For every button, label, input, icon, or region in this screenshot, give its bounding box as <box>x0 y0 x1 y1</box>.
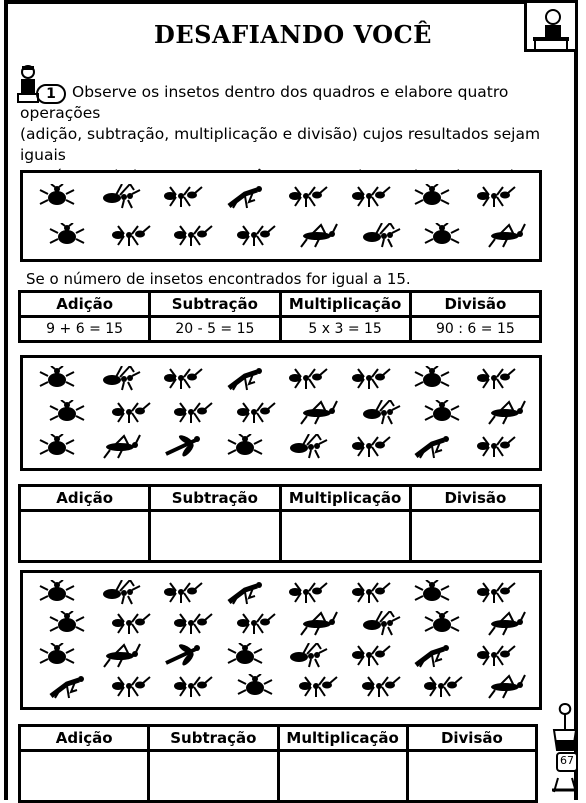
instruction-line-2: (adição, subtração, multiplicação e divisão) cujos resultados sejam iguais <box>20 125 541 164</box>
answer-subtracao-2[interactable] <box>150 511 280 562</box>
insect-icon <box>422 223 464 249</box>
insect-icon <box>360 223 402 249</box>
insect-icon <box>350 434 392 460</box>
answer-multiplicacao-2[interactable] <box>280 511 410 562</box>
insect-icon <box>287 366 329 392</box>
insect-icon <box>350 580 392 606</box>
insect-icon <box>100 580 142 606</box>
insect-icon <box>37 366 79 392</box>
insect-icon <box>37 580 79 606</box>
insect-icon <box>287 184 329 210</box>
insect-icon <box>412 184 454 210</box>
header-adicao: Adição <box>20 726 149 751</box>
header-multiplicacao: Multiplicação <box>280 486 410 511</box>
insect-icon <box>297 223 339 249</box>
page-frame-left <box>4 0 8 800</box>
insect-icon <box>360 400 402 426</box>
insect-icon <box>360 674 402 700</box>
header-divisao: Divisão <box>410 486 540 511</box>
header-multiplicacao: Multiplicação <box>280 292 410 317</box>
example-adicao: 9 + 6 = 15 <box>20 317 150 342</box>
example-table <box>18 290 542 343</box>
insect-icon <box>172 674 214 700</box>
answer-table-3 <box>18 724 538 803</box>
insect-icon <box>37 184 79 210</box>
insect-icon <box>485 611 527 637</box>
insect-icon <box>412 643 454 669</box>
page-frame-top <box>4 0 524 4</box>
question-number: 1 <box>36 84 66 104</box>
insect-icon <box>225 366 267 392</box>
insect-icon <box>422 400 464 426</box>
insect-icon <box>162 434 204 460</box>
answer-divisao-3[interactable] <box>407 751 536 802</box>
insect-icon <box>100 184 142 210</box>
insect-box-3 <box>20 570 542 710</box>
insect-icon <box>485 223 527 249</box>
insect-icon <box>37 434 79 460</box>
insect-icon <box>100 643 142 669</box>
header-multiplicacao: Multiplicação <box>278 726 407 751</box>
insect-icon <box>100 434 142 460</box>
flower-pot-icon <box>550 700 580 795</box>
insect-icon <box>297 400 339 426</box>
insect-icon <box>475 366 517 392</box>
insect-icon <box>350 643 392 669</box>
insect-icon <box>235 611 277 637</box>
insect-icon <box>162 643 204 669</box>
example-subtracao: 20 - 5 = 15 <box>150 317 280 342</box>
insect-icon <box>225 580 267 606</box>
insect-icon <box>172 223 214 249</box>
insect-icon <box>172 400 214 426</box>
answer-multiplicacao-3[interactable] <box>278 751 407 802</box>
insect-icon <box>225 434 267 460</box>
insect-icon <box>475 434 517 460</box>
answer-table-2 <box>18 484 542 563</box>
insect-icon <box>350 184 392 210</box>
insect-icon <box>412 434 454 460</box>
page-title: DESAFIANDO VOCÊ <box>154 20 432 49</box>
insect-icon <box>287 580 329 606</box>
header-adicao: Adição <box>20 486 150 511</box>
insect-icon <box>110 674 152 700</box>
insect-icon <box>287 434 329 460</box>
instruction-line-1: Observe os insetos dentro dos quadros e elabore quatro operações <box>20 83 509 122</box>
answer-adicao-2[interactable] <box>20 511 150 562</box>
insect-icon <box>475 580 517 606</box>
insect-icon <box>172 611 214 637</box>
insect-icon <box>485 674 527 700</box>
insect-icon <box>47 674 89 700</box>
page-number: 67 <box>556 752 578 772</box>
insect-icon <box>412 366 454 392</box>
insect-icon <box>350 366 392 392</box>
insect-icon <box>162 366 204 392</box>
insect-icon <box>297 611 339 637</box>
answer-subtracao-3[interactable] <box>149 751 278 802</box>
insect-box-example <box>20 170 542 262</box>
example-note: Se o número de insetos encontrados for igual a 15. <box>26 270 411 288</box>
insect-icon <box>422 674 464 700</box>
header-adicao: Adição <box>20 292 150 317</box>
insect-icon <box>360 611 402 637</box>
insect-icon <box>235 400 277 426</box>
header-divisao: Divisão <box>407 726 536 751</box>
insect-icon <box>47 223 89 249</box>
insect-box-2 <box>20 355 542 471</box>
insect-icon <box>485 400 527 426</box>
header-subtracao: Subtração <box>150 292 280 317</box>
insect-icon <box>235 223 277 249</box>
insect-icon <box>287 643 329 669</box>
insect-icon <box>47 611 89 637</box>
insect-icon <box>225 643 267 669</box>
answer-divisao-2[interactable] <box>410 511 540 562</box>
insect-icon <box>100 366 142 392</box>
insect-icon <box>162 580 204 606</box>
insect-icon <box>475 184 517 210</box>
insect-icon <box>110 611 152 637</box>
insect-icon <box>110 223 152 249</box>
insect-icon <box>412 580 454 606</box>
insect-icon <box>225 184 267 210</box>
insect-icon <box>422 611 464 637</box>
insect-icon <box>162 184 204 210</box>
insect-icon <box>297 674 339 700</box>
header-divisao: Divisão <box>410 292 540 317</box>
header-subtracao: Subtração <box>150 486 280 511</box>
example-multiplicacao: 5 x 3 = 15 <box>280 317 410 342</box>
insect-icon <box>475 643 517 669</box>
header-subtracao: Subtração <box>149 726 278 751</box>
insect-icon <box>235 674 277 700</box>
insect-icon <box>47 400 89 426</box>
insect-icon <box>37 643 79 669</box>
answer-adicao-3[interactable] <box>20 751 149 802</box>
insect-icon <box>110 400 152 426</box>
example-divisao: 90 : 6 = 15 <box>410 317 540 342</box>
